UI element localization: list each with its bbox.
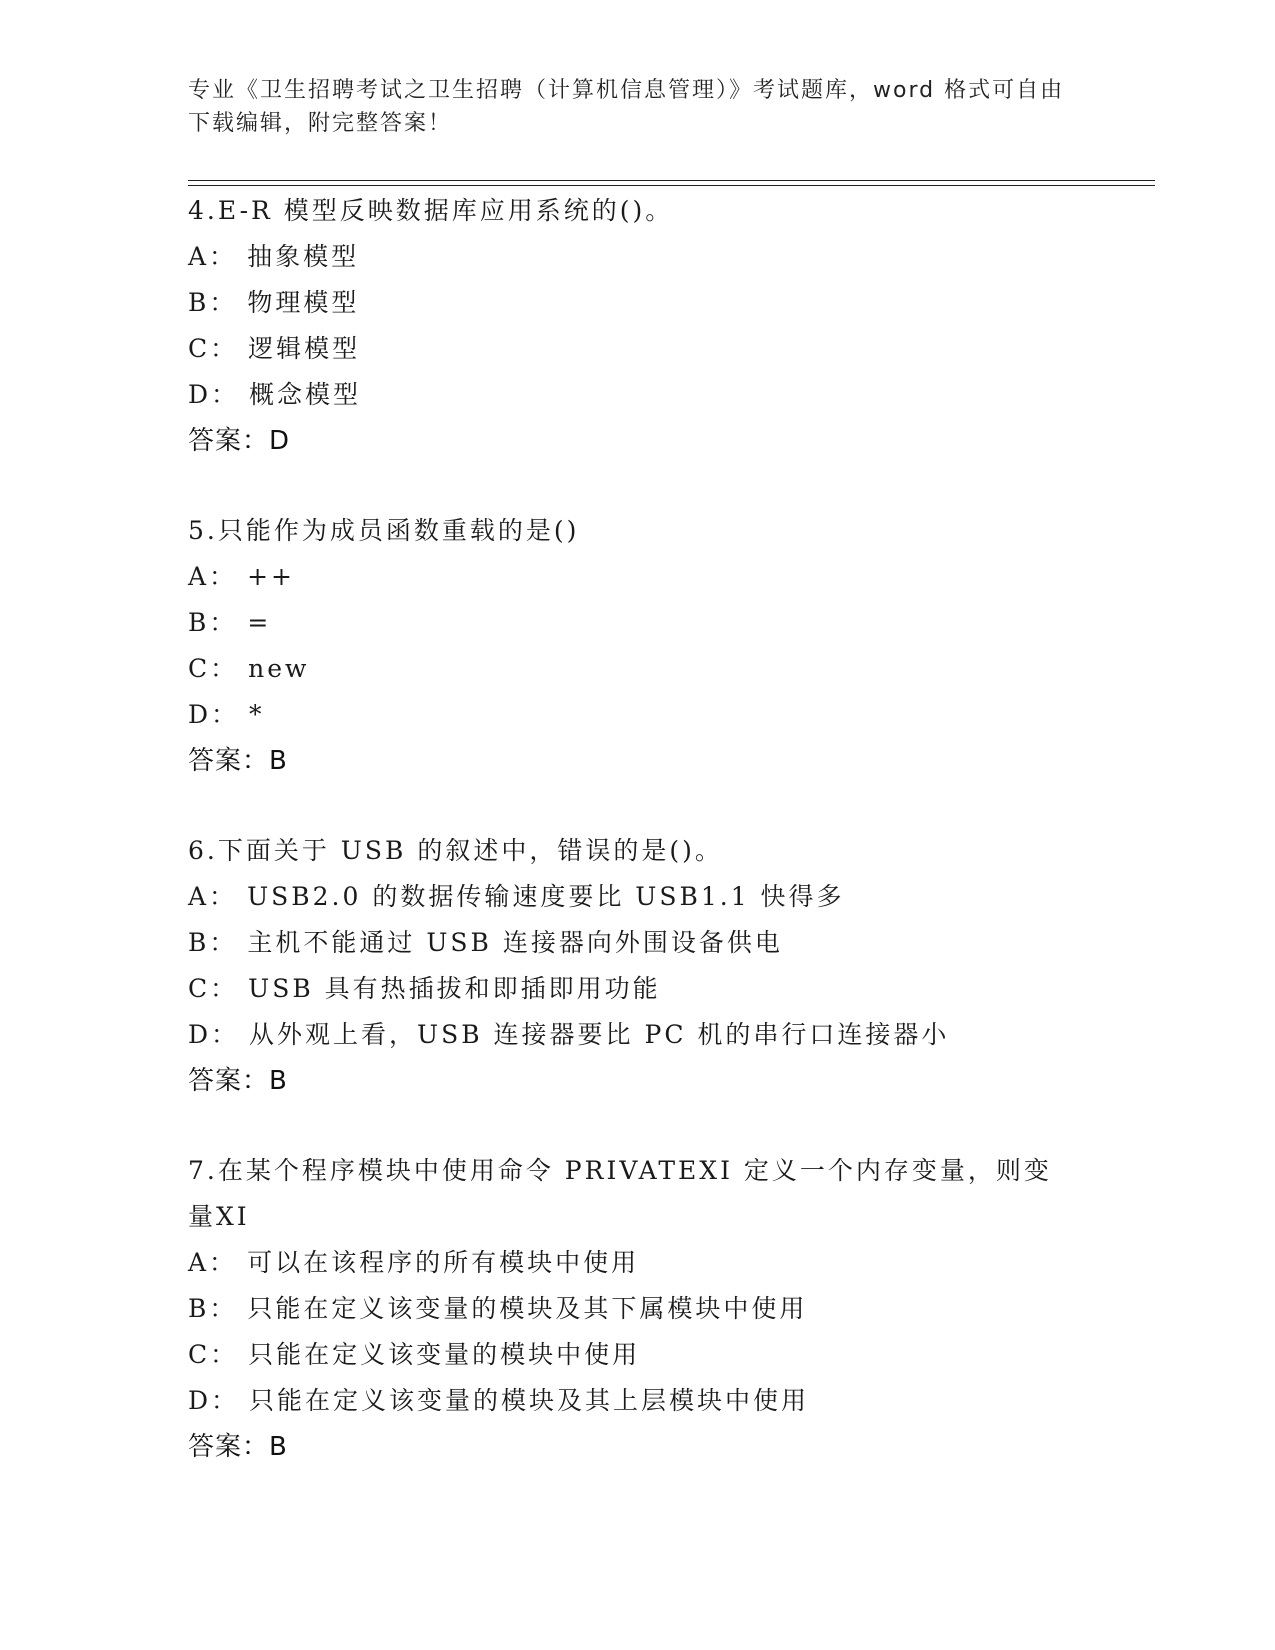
question-6 bbox=[188, 828, 1155, 1104]
option-b: B： 主机不能通过 USB 连接器向外围设备供电 bbox=[188, 928, 783, 957]
option-a: A： 可以在该程序的所有模块中使用 bbox=[188, 1248, 640, 1277]
option-a: A： ++ bbox=[188, 562, 295, 591]
answer: 答案：B bbox=[188, 1066, 288, 1096]
option-b: B： = bbox=[188, 608, 272, 637]
option-c: C： USB 具有热插拔和即插即用功能 bbox=[188, 974, 661, 1003]
option-a: A： USB2.0 的数据传输速度要比 USB1.1 快得多 bbox=[188, 882, 845, 911]
option-d: D： * bbox=[188, 700, 265, 729]
answer: 答案：B bbox=[188, 746, 288, 776]
document-header: 专业《卫生招聘考试之卫生招聘（计算机信息管理）》考试题库，word 格式可自由下载编辑，附完整答案！ bbox=[188, 78, 1065, 136]
option-a: A： 抽象模型 bbox=[188, 242, 360, 271]
option-d: D： 只能在定义该变量的模块及其上层模块中使用 bbox=[188, 1386, 810, 1415]
question-stem: 7.在某个程序模块中使用命令 PRIVATEXI 定义一个内存变量，则变量XI bbox=[188, 1156, 1052, 1231]
question-stem: 5.只能作为成员函数重载的是() bbox=[188, 516, 580, 545]
question-stem: 4.E-R 模型反映数据库应用系统的()。 bbox=[188, 196, 674, 225]
option-c: C： 逻辑模型 bbox=[188, 334, 361, 363]
question-stem: 6.下面关于 USB 的叙述中，错误的是()。 bbox=[188, 836, 723, 865]
answer: 答案：B bbox=[188, 1432, 288, 1462]
option-c: C： 只能在定义该变量的模块中使用 bbox=[188, 1340, 641, 1369]
option-d: D： 概念模型 bbox=[188, 380, 362, 409]
option-b: B： 物理模型 bbox=[188, 288, 360, 317]
question-7 bbox=[188, 1148, 1155, 1470]
header-divider-top bbox=[188, 180, 1155, 181]
option-d: D： 从外观上看，USB 连接器要比 PC 机的串行口连接器小 bbox=[188, 1020, 950, 1049]
header-divider-bottom bbox=[188, 185, 1155, 186]
answer: 答案：D bbox=[188, 426, 291, 456]
question-4 bbox=[188, 188, 1155, 464]
option-c: C： new bbox=[188, 654, 310, 683]
question-5 bbox=[188, 508, 1155, 784]
option-b: B： 只能在定义该变量的模块及其下属模块中使用 bbox=[188, 1294, 808, 1323]
